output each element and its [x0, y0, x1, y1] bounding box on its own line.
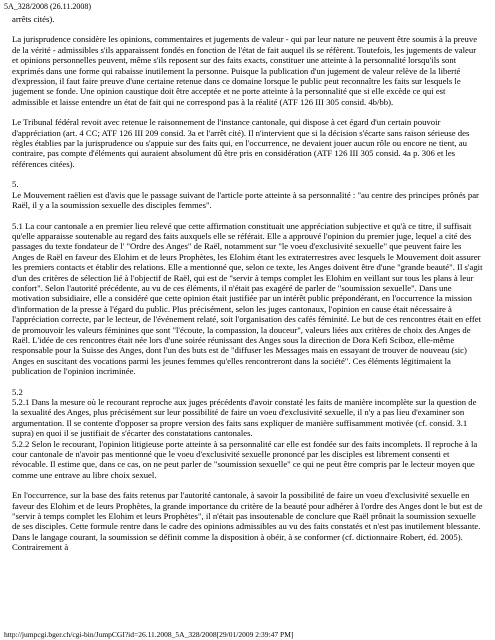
section-5-2: 5.2 5.2.1 Dans la mesure où le recourant reproche aux juges précédents d'avoir constaté les faits de manière incomplète sur la question de la sexualité des Anges, plus précisément sur leur possibilité de faire un voeu d'exclusivité sexuelle, il n'y a pas lieu d'examiner son argumentation. Il se contente d'opposer sa propre version des faits sans expliquer de manière suffisamment motivée (cf. consid. 3.1 supra) en quoi il se justifiait de s'écarter des constatations cantonales. 5.2.2 Selon le recourant, l'opinion litigieuse porte atteinte à sa personnalité car elle est fondée sur des faits incomplets. Il reproche à la cour cantonale de n'avoir pas mentionné que le voeu d'exclusivité sexuelle prononcé par les disciples est librement consenti et révocable. Il estime que, dans ce cas, on ne peut parler de "soumission sexuelle" ce qui ne peut être compris par le lecteur moyen que comme une entrave au libre choix sexuel. [12, 386, 478, 480]
paragraph-continuation: arrêts cités). [12, 14, 55, 24]
page-footer-url: http://jumpcgi.bger.ch/cgi-bin/JumpCGI?id=26.11.2008_5A_328/2008[29/01/2009 2:39:47 PM] [4, 630, 294, 639]
paragraph-tribunal-review: Le Tribunal fédéral revoit avec retenue le raisonnement de l'instance cantonale, qui dispose à cet égard d'un certain pouvoir d'appréciation (art. 4 CC; ATF 126 III 209 consid. 3a et l'arrêt cité). Il n'intervient que si la décision s'écarte sans raison sérieuse des règles établies par la jurisprudence ou s'appuie sur des faits qui, en l'occurrence, ne devaient jouer aucun rôle ou encore ne tient, au contraire, pas compte d'éléments qui auraient absolument dû être pris en considération (ATF 126 III 305 consid. 4a p. 306 et les références citées). [12, 117, 470, 169]
section-5-1: 5.1 La cour cantonale a en premier lieu relevé que cette affirmation constituait une appréciation subjective et qu'à ce titre, il suffisait qu'elle apparaisse soutenable au regard des faits auxquels elle se référait. Elle a approuvé l'opinion du premier juge, lequel a cité des passages du texte fondateur de l' "Ordre des Anges" de Raël, notamment sur "le voeu d'exclusivité sexuelle" que peuvent faire les Anges de Raël en faveur des Elohim et de leurs Prophètes, les Elohim étant les extraterrestres avec lesquels le Mouvement doit assurer les premiers contacts et établir des relations. Elle a mentionné que, selon ce texte, les Anges doivent être d'une "grande beauté". Il s'agit d'un des critères de sélection lié à l'objectif de Raël, qui est de "servir à temps complet les Elohim en veillant sur tous les plans à leur confort". Selon l'autorité précédente, au vu de ces éléments, il n'était pas exagéré de parler de "soumission sexuelle". Dans une motivation subsidiaire, elle a considéré que cette opinion était justifiée par un intérêt public prépondérant, en l'occurrence la mission d'information de la presse à l'égard du public. Plus précisément, selon les juges cantonaux, l'opinion en cause était nécessaire à l'appréciation correcte, par le lecteur, de l'événement relaté, soit l'organisation des cafés féminité. Le but de ces rencontres était en effet de promouvoir les valeurs féminines que sont "l'écoute, la compassion, la douceur", valeurs liées aux critères de choix des Anges de Raël. L'idée de ces rencontres était née lors d'une soirée réunissant des Anges sous la direction de Dora Kefi Sciboz, elle-même responsable pour la Suisse des Anges, dont l'un des buts est de "diffuser les Messages mais en essayant de trouver de nouveau (sic) Anges en suscitant des vocations parmi les jeunes femmes qu'elles rencontreront dans la société". Ces éléments légitimaient la publication de l'opinion incriminée. [12, 220, 483, 377]
paragraph-occurrence: En l'occurrence, sur la base des faits retenus par l'autorité cantonale, à savoir la possibilité de faire un voeu d'exclusivité sexuelle en faveur des Elohim et de leurs Prophètes, la grande importance du critère de la beauté pour adhérer à l'ordre des Anges dont le but est de "servir à temps complet les Elohim et leurs Prophètes", il n'était pas insoutenable de conclure que Raël prônait la soumission sexuelle de ses disciples. Cette formule rentre dans le cadre des opinions admissibles au vu des faits constatés et n'est pas inutilement blessante. Dans le langage courant, la soumission se définit comme la disposition à obéir, à se conformer (cf. dictionnaire Robert, éd. 2005). Contrairement à [12, 490, 483, 553]
page-header: 5A_328/2008 (26.11.2008) [4, 2, 92, 11]
paragraph-jurisprudence: La jurisprudence considère les opinions, commentaires et jugements de valeur - qui par leur nature ne peuvent être soumis à la preuve de la vérité - admissibles s'ils apparaissent fondés en fonction de l'état de fait auquel ils se réfèrent. Toutefois, les jugements de valeur et opinions personnelles peuvent, même s'ils reposent sur des faits exacts, constituer une atteinte à la personnalité lorsqu'ils sont exprimés dans une forme qui rabaisse inutilement la personne. Puisque la publication d'un jugement de valeur relève de la liberté d'expression, il faut faire preuve d'une certaine retenue dans ce domaine lorsque le public peut reconnaître les faits sur lesquels le jugement se fonde. Une opinion caustique doit être acceptée et ne porte atteinte à la personnalité que si elle excède ce qui est admissible et laisse entendre un état de fait qui ne correspond pas à la réalité (ATF 126 III 305 consid. 4b/bb). [12, 34, 478, 107]
section-5: 5. Le Mouvement raëlien est d'avis que le passage suivant de l'article porte atteinte à sa personnalité : "au centre des principes prônés par Raël, il y a la soumission sexuelle des disciples femmes". [12, 179, 479, 211]
document-body [12, 14, 484, 553]
